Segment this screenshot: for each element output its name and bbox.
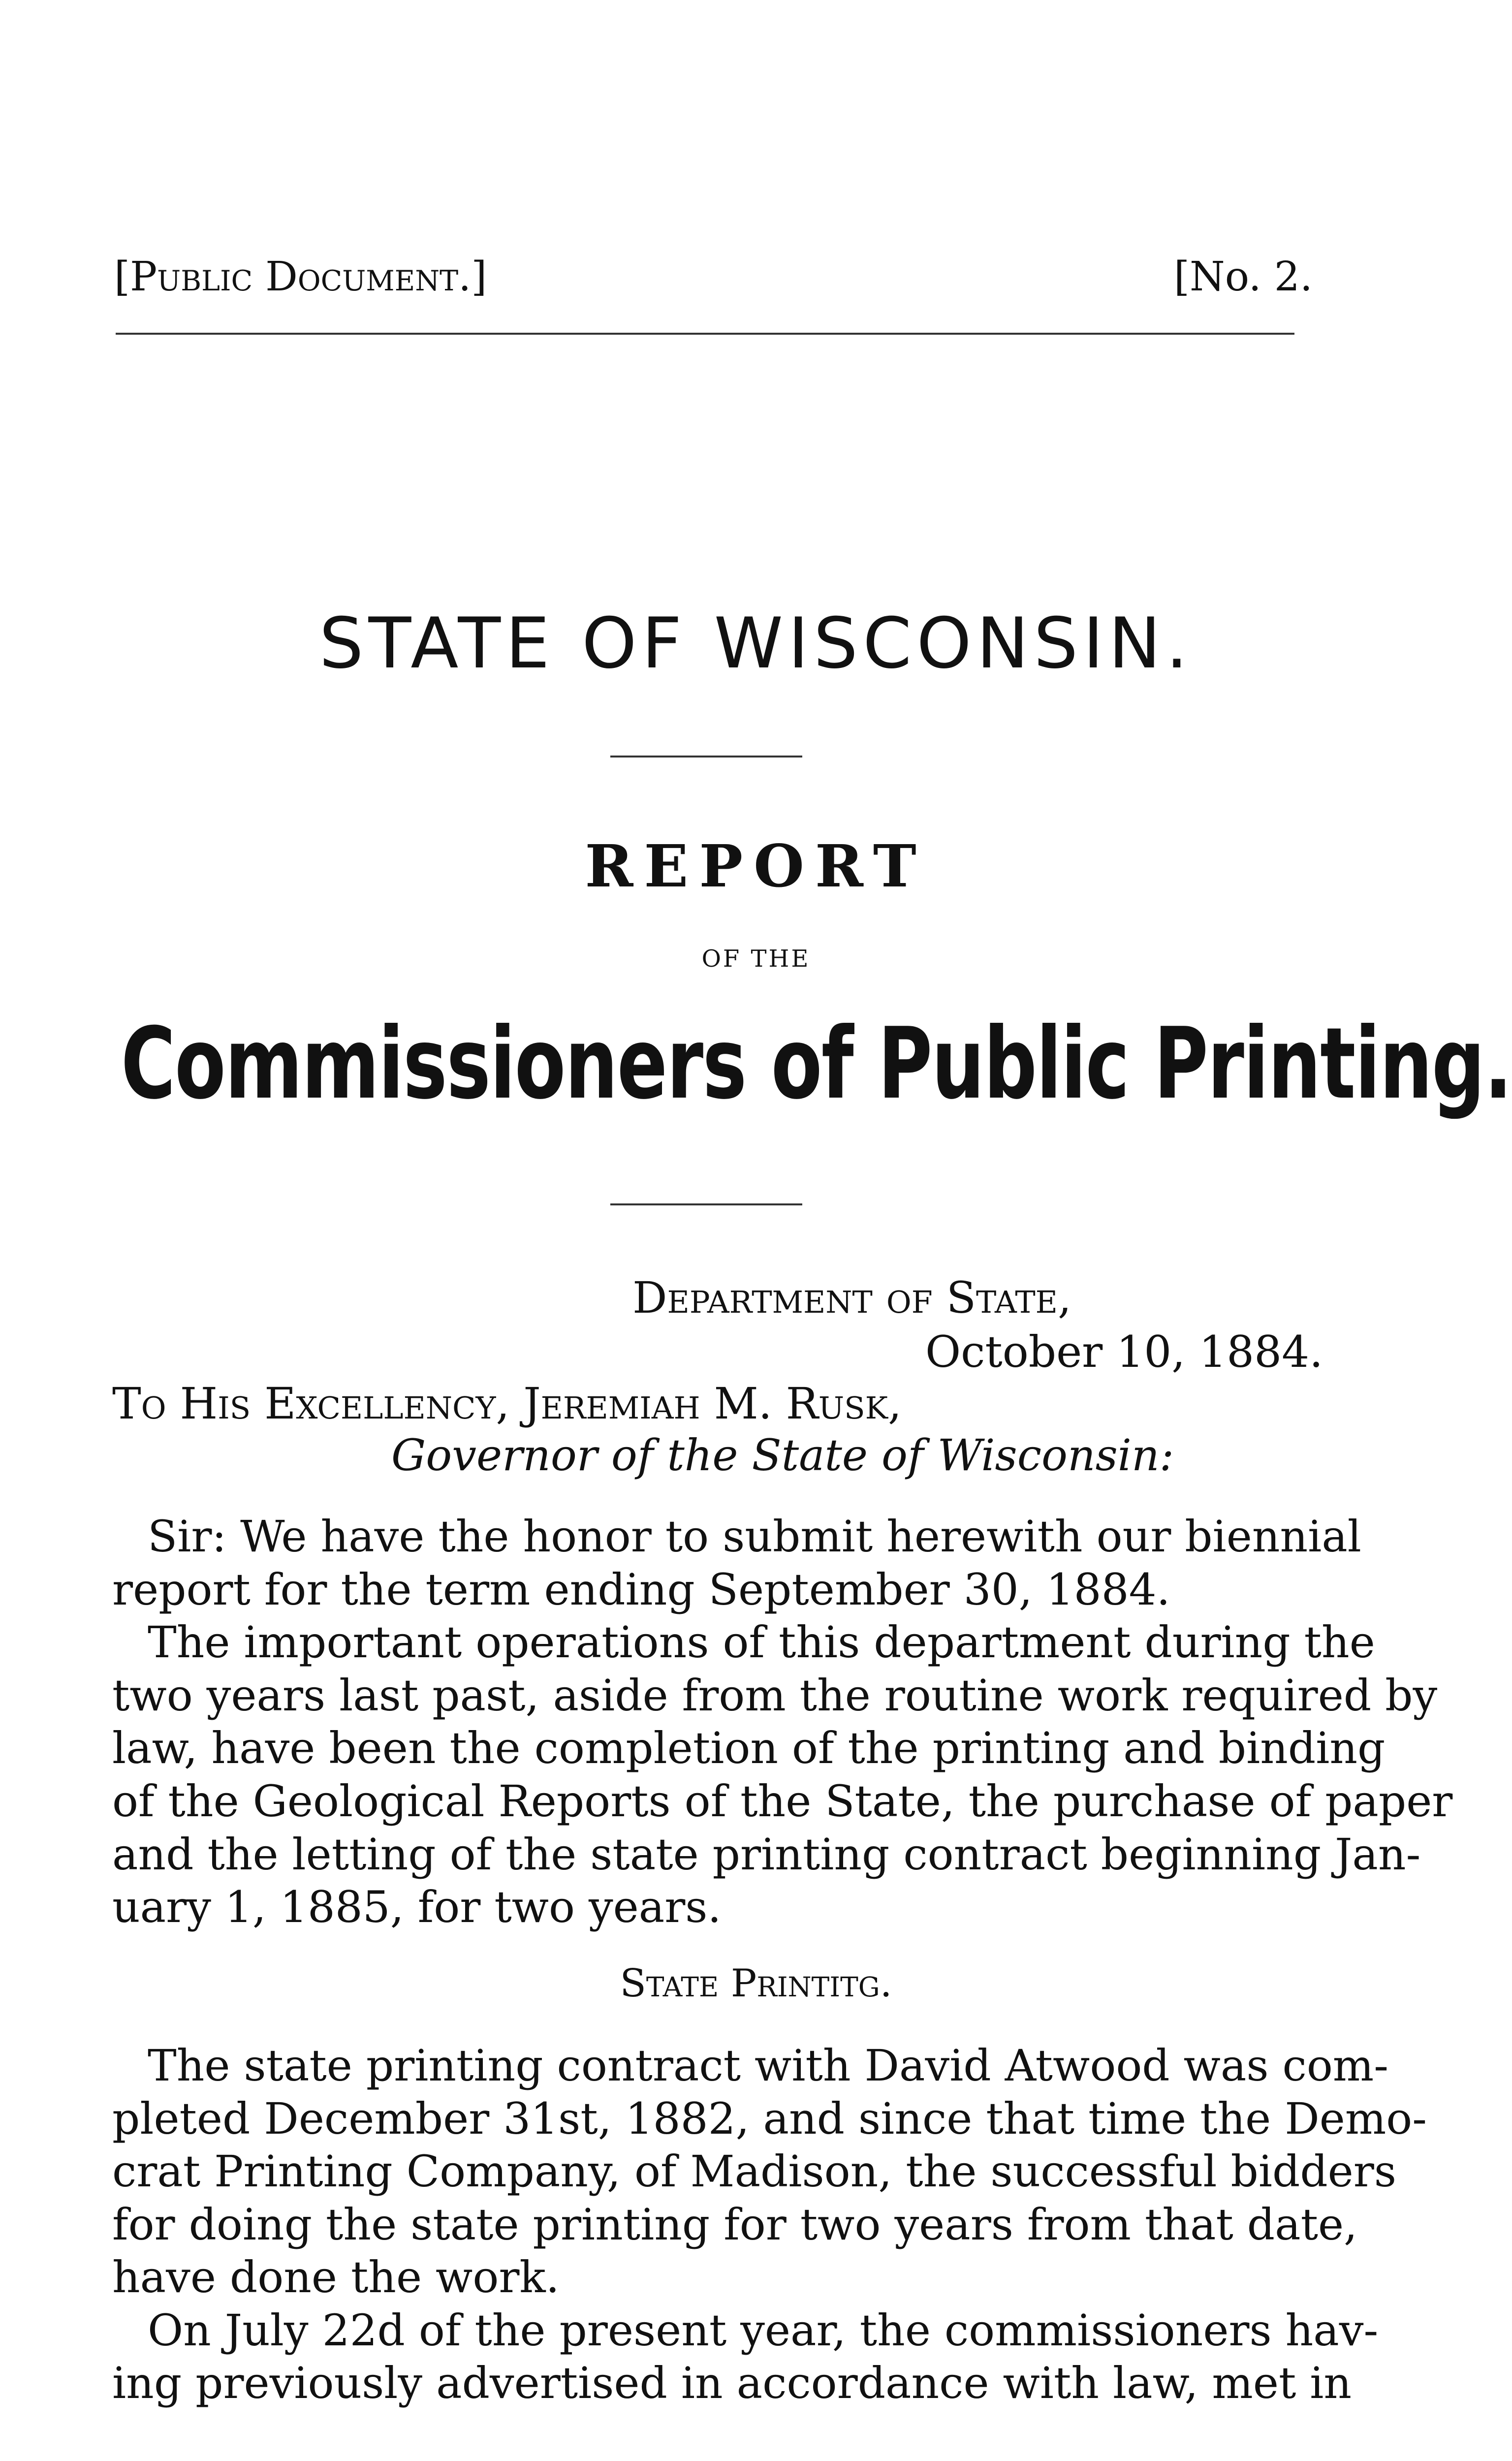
- text-line: uary 1, 1885, for two years.: [112, 1882, 722, 1932]
- text-line: and the letting of the state printing contract beginning Jan-: [112, 1829, 1421, 1880]
- header-right: [No. 2.: [1173, 253, 1313, 300]
- of-the-label: OF THE: [701, 945, 811, 973]
- addressee-line: To His Excellency, Jeremiah M. Rusk,: [112, 1378, 902, 1429]
- commissioners-title: Commissioners of Public Printing.: [121, 1007, 1512, 1121]
- text-line: two years last past, aside from the routine work required by: [112, 1670, 1438, 1721]
- text-line: law, have been the completion of the printing and binding: [112, 1723, 1386, 1773]
- date-line: October 10, 1884.: [925, 1326, 1323, 1377]
- text-line: pleted December 31st, 1882, and since that time the Demo-: [112, 2093, 1427, 2144]
- text-line: have done the work.: [112, 2252, 560, 2303]
- title-rule-2: [610, 1203, 802, 1205]
- header-rule: [116, 333, 1294, 335]
- text-line: report for the term ending September 30, 1884.: [112, 1564, 1170, 1615]
- text-line: ing previously advertised in accordance with law, met in: [112, 2358, 1352, 2408]
- state-title: STATE OF WISCONSIN.: [319, 603, 1193, 684]
- header-left: [Public Document.]: [114, 253, 487, 300]
- addressee-title: Governor of the State of Wisconsin:: [391, 1430, 1174, 1481]
- text-line: of the Geological Reports of the State, the purchase of paper: [112, 1776, 1453, 1827]
- text-line: for doing the state printing for two years from that date,: [112, 2199, 1357, 2250]
- report-title: REPORT: [585, 832, 927, 900]
- title-rule-1: [610, 756, 802, 757]
- text-line: On July 22d of the present year, the commissioners hav-: [148, 2305, 1379, 2356]
- text-line: The state printing contract with David Atwood was com-: [148, 2040, 1388, 2091]
- text-line: The important operations of this department during the: [148, 1617, 1375, 1668]
- text-line: Sir: We have the honor to submit herewith our biennial: [148, 1511, 1361, 1562]
- department-line: Department of State,: [632, 1272, 1071, 1323]
- text-line: crat Printing Company, of Madison, the successful bidders: [112, 2146, 1396, 2197]
- section-heading: State Printitg.: [620, 1961, 892, 2006]
